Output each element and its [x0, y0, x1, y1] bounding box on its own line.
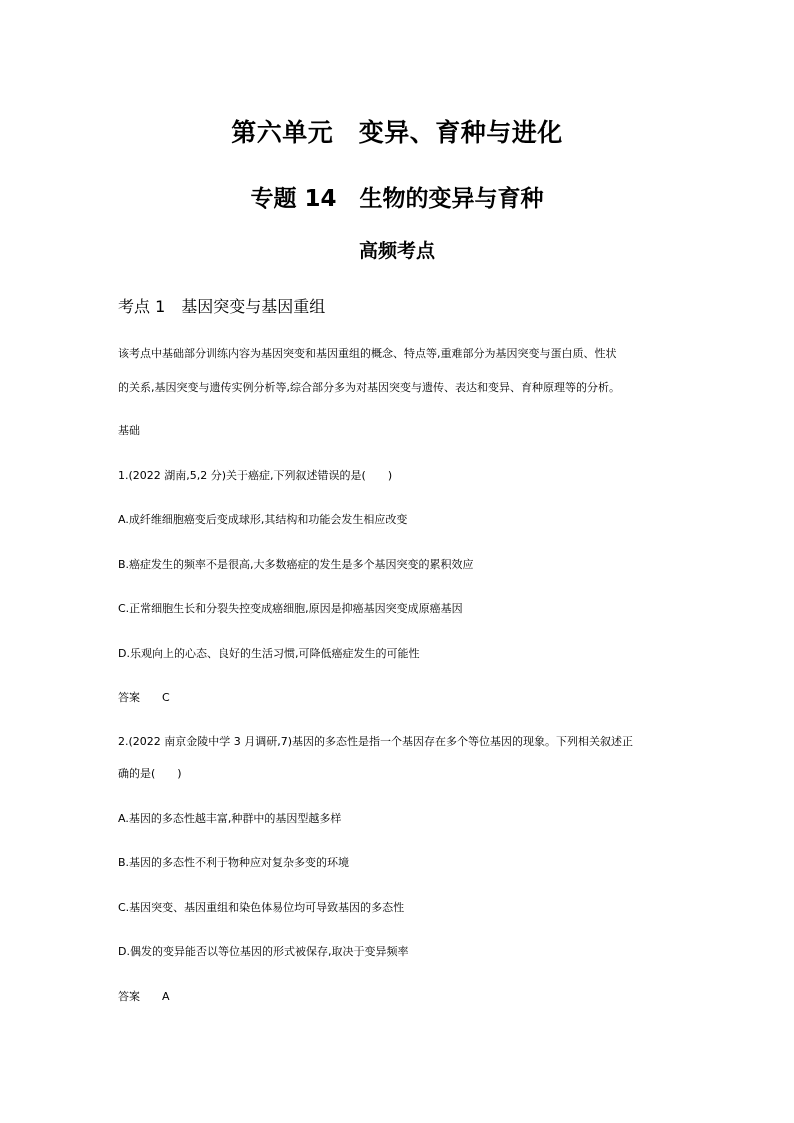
- question-2-stem-line-1: 2.(2022 南京金陵中学 3 月调研,7)基因的多态性是指一个基因存在多个等位基因的现象。下列相关叙述正: [118, 735, 634, 748]
- intro-line-1: 该考点中基础部分训练内容为基因突变和基因重组的概念、特点等,重难部分为基因突变与蛋白质、性状: [118, 347, 617, 360]
- question-2-stem-line-2: 确的是( ): [118, 767, 182, 780]
- section-title: 高频考点: [358, 240, 435, 262]
- question-2-option-a: A.基因的多态性越丰富,种群中的基因型越多样: [118, 812, 342, 825]
- topic-title: 专题 14 生物的变异与育种: [250, 186, 544, 212]
- question-1-option-d: D.乐观向上的心态、良好的生活习惯,可降低癌症发生的可能性: [118, 647, 420, 660]
- intro-line-2: 的关系,基因突变与遗传实例分析等,综合部分多为对基因突变与遗传、表达和变异、育种原理等的分析。: [118, 381, 620, 394]
- level-label: 基础: [118, 424, 140, 437]
- question-1-option-b: B.癌症发生的频率不是很高,大多数癌症的发生是多个基因突变的累积效应: [118, 558, 474, 571]
- question-1-stem: 1.(2022 湖南,5,2 分)关于癌症,下列叙述错误的是( ): [118, 469, 393, 482]
- question-2-answer: 答案 A: [118, 990, 170, 1003]
- question-1-option-c: C.正常细胞生长和分裂失控变成癌细胞,原因是抑癌基因突变成原癌基因: [118, 602, 463, 615]
- question-2-option-d: D.偶发的变异能否以等位基因的形式被保存,取决于变异频率: [118, 945, 409, 958]
- question-1-answer: 答案 C: [118, 691, 170, 704]
- kaodian-title: 考点 1 基因突变与基因重组: [118, 297, 326, 316]
- question-2-option-b: B.基因的多态性不利于物种应对复杂多变的环境: [118, 856, 350, 869]
- question-2-option-c: C.基因突变、基因重组和染色体易位均可导致基因的多态性: [118, 901, 405, 914]
- question-1-option-a: A.成纤维细胞癌变后变成球形,其结构和功能会发生相应改变: [118, 513, 408, 526]
- unit-title: 第六单元 变异、育种与进化: [231, 118, 563, 147]
